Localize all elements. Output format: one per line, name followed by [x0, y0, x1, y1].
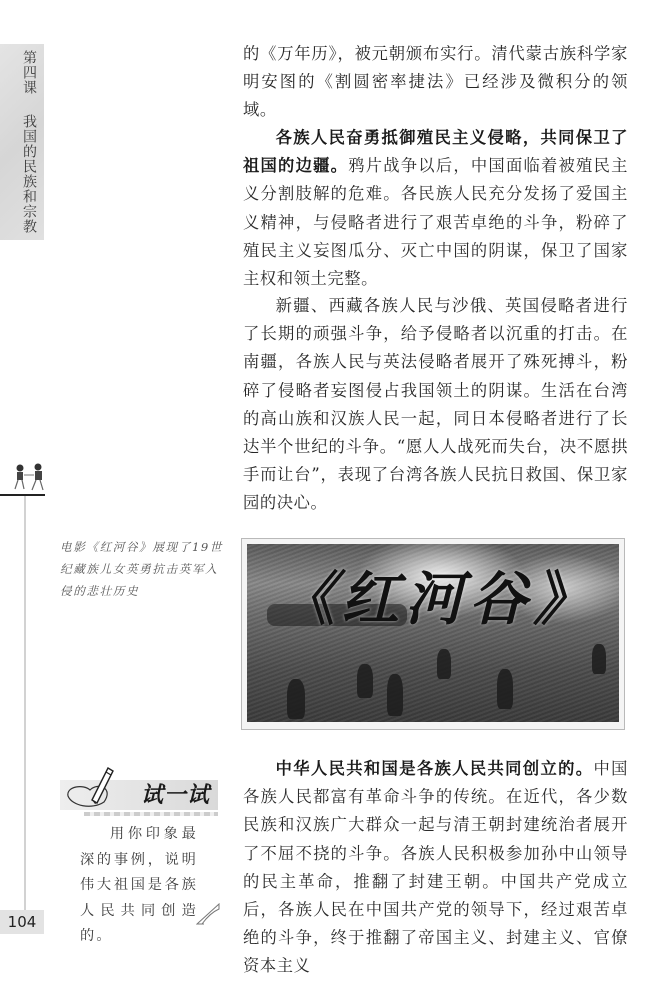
paragraph-2-text: 鸦片战争以后，中国面临着被殖民主义分割肢解的危难。各民族人民充分发扬了爱国主义精神，与侵略者进行了艰苦卓绝的斗争，粉碎了殖民主义妄图瓜分、灭亡中国的阴谋，保卫了国家主权和领土完整。 [243, 156, 628, 289]
paragraph-4-text: 中国各族人民都富有革命斗争的传统。在近代，各少数民族和汉族广大群众一起与清王朝封建统治者展开了不屈不挠的斗争。各族人民积极参加孙中山领导的民主革命，推翻了封建王朝。中国共产党成立后，各族人民在中国共产党的领导下，经过艰苦卓绝的斗争，终于推翻了帝国主义、封建主义、官僚资本主义 [243, 759, 628, 976]
film-still-figure [241, 538, 625, 730]
film-title-calligraphy: 《红河谷》 [277, 565, 598, 633]
lesson-label: 第四课 [21, 50, 37, 95]
paragraph-1-text: 的《万年历》，被元朝颁布实行。清代蒙古族科学家明安图的《割圆密率捷法》已经涉及微积分的领域。 [243, 44, 628, 120]
paragraph-3-text: 新疆、西藏各族人民与沙俄、英国侵略者进行了长期的顽强斗争，给予侵略者以沉重的打击。在南疆，各族人民与英法侵略者展开了殊死搏斗，粉碎了侵略者妄图侵占我国领土的阴谋。生活在台湾的高山族和汉族人民一起，同日本侵略者进行了长达半个世纪的斗争。“愿人人战死而失台，决不愿拱手而让台”，表现了台湾各族人民抗日救国、保卫家园的决心。 [243, 296, 628, 513]
children-illustration-icon [10, 462, 48, 492]
film-still-image [247, 544, 619, 722]
paragraph-2 [243, 124, 628, 293]
paragraph-3 [243, 292, 628, 518]
paragraph-2-bold-lead: 各族人民奋勇抵御殖民主义侵略，共同保卫了祖国的边疆。 [243, 128, 628, 176]
paragraph-1 [243, 40, 628, 125]
paragraph-4-bold-lead: 中华人民共和国是各族人民共同创立的。 [275, 759, 594, 778]
rider-silhouette [437, 649, 451, 679]
page-number: 104 [0, 910, 44, 934]
figure-caption: 电影《红河谷》展现了19世纪藏族儿女英勇抗击英军入侵的悲壮历史 [60, 540, 224, 598]
page-corner-fold-icon [196, 903, 220, 925]
try-it-divider [84, 812, 218, 816]
rider-silhouette [287, 679, 305, 719]
try-it-prompt [80, 822, 198, 950]
try-it-prompt-text: 用你印象最深的事例，说明伟大祖国是各族人民共同创造的。 [80, 826, 198, 944]
pencil-icon [62, 762, 122, 812]
paragraph-4 [243, 755, 628, 981]
margin-rule-vertical [24, 496, 26, 912]
margin-rule-horizontal [0, 494, 45, 496]
rider-silhouette [497, 669, 513, 709]
try-it-heading: 试一试 [140, 782, 210, 808]
rider-silhouette [592, 644, 606, 674]
rider-silhouette [357, 664, 373, 698]
rider-silhouette [387, 674, 403, 716]
lesson-title: 我国的民族和宗教 [21, 114, 37, 234]
